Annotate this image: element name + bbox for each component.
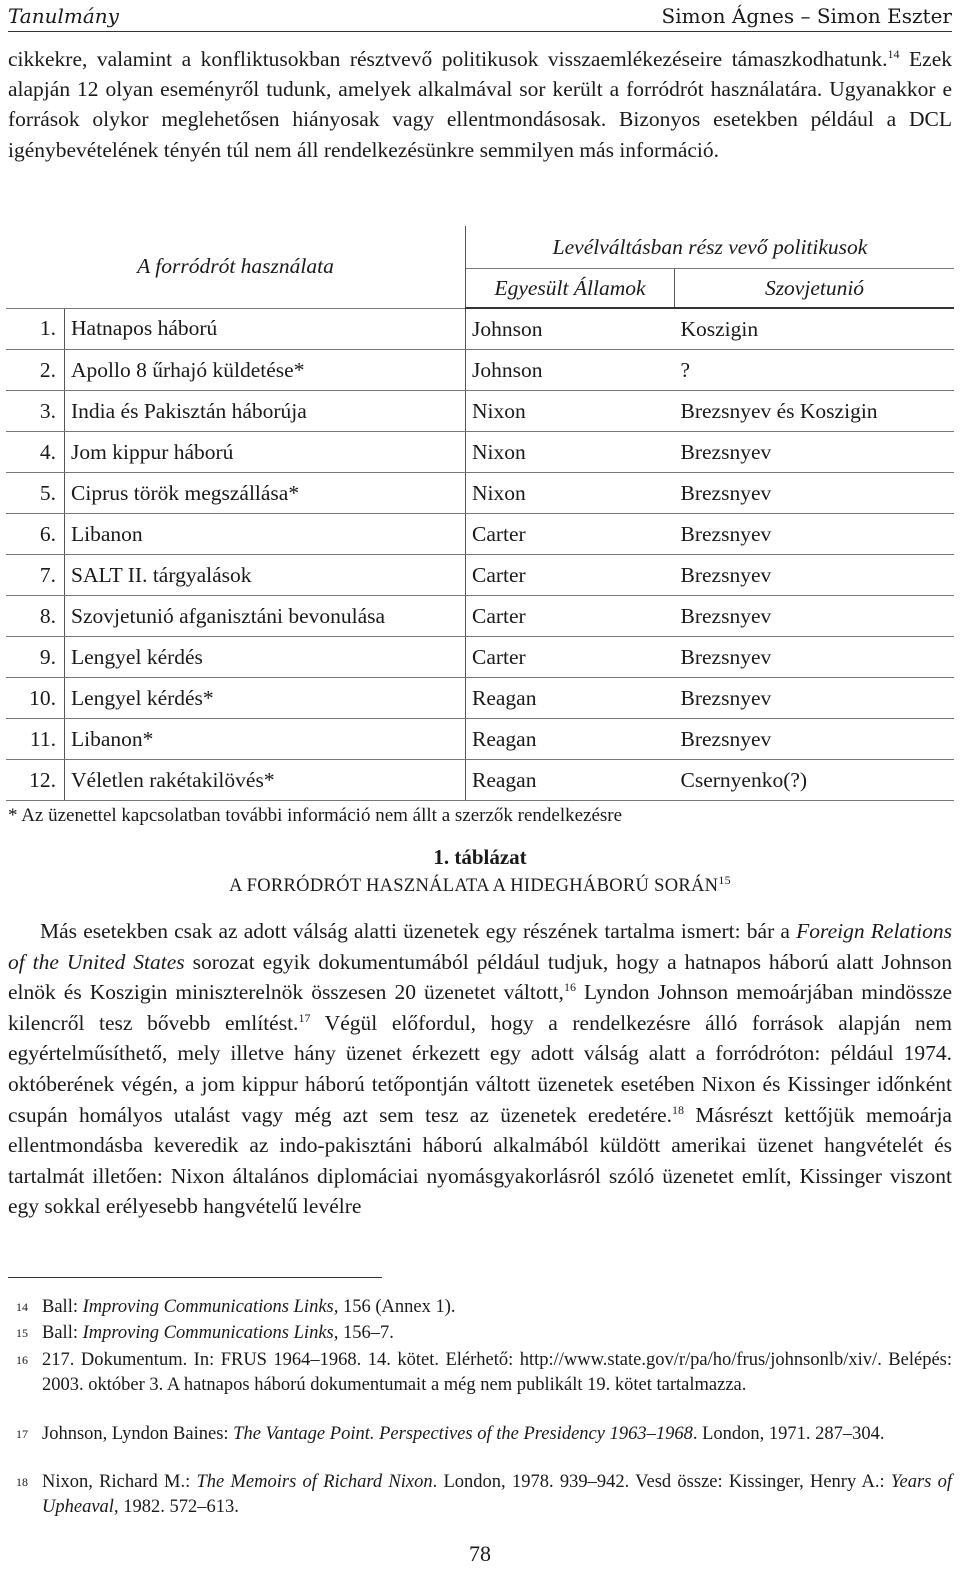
footnote-15: 15 Ball: Improving Communications Links, 156–7. bbox=[16, 1323, 394, 1343]
us-politician-cell: Johnson bbox=[466, 350, 675, 391]
us-politician-cell: Johnson bbox=[466, 308, 675, 350]
row-number: 8. bbox=[6, 596, 65, 637]
table-body bbox=[6, 308, 954, 801]
us-politician-cell: Carter bbox=[466, 514, 675, 555]
table-row bbox=[6, 391, 954, 432]
table-row bbox=[6, 760, 954, 801]
footnote-ref[interactable]: 14 bbox=[887, 46, 900, 61]
footnote-divider bbox=[8, 1277, 382, 1278]
row-number: 9. bbox=[6, 637, 65, 678]
su-politician-cell: Brezsnyev bbox=[675, 719, 955, 760]
su-politician-cell: Brezsnyev bbox=[675, 432, 955, 473]
row-number: 10. bbox=[6, 678, 65, 719]
us-politician-cell: Carter bbox=[466, 596, 675, 637]
header-group: Levélváltásban rész vevő politikusok bbox=[466, 226, 955, 269]
us-politician-cell: Nixon bbox=[466, 391, 675, 432]
event-cell: India és Pakisztán háborúja bbox=[65, 391, 466, 432]
table-caption-title: 1. táblázat bbox=[433, 845, 527, 869]
su-politician-cell: Brezsnyev bbox=[675, 473, 955, 514]
row-number: 1. bbox=[6, 308, 65, 350]
header-su: Szovjetunió bbox=[675, 269, 955, 309]
footnote-ref[interactable]: 16 bbox=[563, 980, 576, 995]
forrodrot-table bbox=[6, 226, 954, 801]
row-number: 12. bbox=[6, 760, 65, 801]
us-politician-cell: Reagan bbox=[466, 719, 675, 760]
su-politician-cell: Brezsnyev bbox=[675, 555, 955, 596]
footnote-ref[interactable]: 15 bbox=[718, 872, 731, 887]
footnote-16: 16 217. Dokumentum. In: FRUS 1964–1968. 14. kötet. Elérhető: http://www.state.gov/r/pa/ho/frus/johnsonlb/xiv/. Belépés: 2003. október 3. A hatnapos háború dokumentumait a még nem publikált 19. kötet tartalmazza. bbox=[16, 1350, 952, 1395]
event-cell: Libanon bbox=[65, 514, 466, 555]
us-politician-cell: Reagan bbox=[466, 760, 675, 801]
table-note: * Az üzenettel kapcsolatban további információ nem állt a szerzők rendelkezésre bbox=[8, 805, 623, 826]
row-number: 5. bbox=[6, 473, 65, 514]
su-politician-cell: Brezsnyev bbox=[675, 514, 955, 555]
intro-paragraph: cikkekre, valamint a konfliktusokban résztvevő politikusok visszaemlékezéseire támaszkodhatunk.$^{14}$ Ezek alapján 12 olyan eseményről tudunk, amelyek alkalmával sor került a forródrót használatára. Ugyanakkor e források olykor meglehetősen hiányosak vagy ellentmondásosak. Bizonyos esetekben például a DCL igénybevételének tényén túl nem áll rendelkezésünkre semmilyen más információ. bbox=[8, 46, 952, 162]
row-number: 2. bbox=[6, 350, 65, 391]
event-cell: Lengyel kérdés* bbox=[65, 678, 466, 719]
us-politician-cell: Nixon bbox=[466, 473, 675, 514]
table-caption-subtitle: A FORRÓDRÓT HASZNÁLATA A HIDEGHÁBORÚ SORÁN$^{15}$ bbox=[229, 872, 731, 896]
row-number: 3. bbox=[6, 391, 65, 432]
row-number: 6. bbox=[6, 514, 65, 555]
event-cell: Apollo 8 űrhajó küldetése* bbox=[65, 350, 466, 391]
row-number: 7. bbox=[6, 555, 65, 596]
table-row bbox=[6, 596, 954, 637]
table-row bbox=[6, 555, 954, 596]
footnote-ref[interactable]: 18 bbox=[672, 1102, 685, 1117]
us-politician-cell: Reagan bbox=[466, 678, 675, 719]
su-politician-cell: Brezsnyev bbox=[675, 678, 955, 719]
page-number: 78 bbox=[469, 1541, 491, 1566]
su-politician-cell: Brezsnyev bbox=[675, 637, 955, 678]
event-cell: SALT II. tárgyalások bbox=[65, 555, 466, 596]
section-label: Tanulmány bbox=[8, 4, 119, 28]
header-usage: A forródrót használata bbox=[6, 226, 466, 308]
event-cell: Lengyel kérdés bbox=[65, 637, 466, 678]
table-row bbox=[6, 514, 954, 555]
row-number: 4. bbox=[6, 432, 65, 473]
us-politician-cell: Carter bbox=[466, 555, 675, 596]
table-row bbox=[6, 350, 954, 391]
su-politician-cell: Brezsnyev bbox=[675, 596, 955, 637]
event-cell: Jom kippur háború bbox=[65, 432, 466, 473]
footnote-18: 18 Nixon, Richard M.: The Memoirs of Richard Nixon. London, 1978. 939–942. Vesd össze: Kissinger, Henry A.: Years of Upheaval, 1982. 572–613. bbox=[16, 1472, 953, 1517]
authors: Simon Ágnes – Simon Eszter bbox=[661, 4, 952, 28]
footnote-14: 14 Ball: Improving Communications Links, 156 (Annex 1). bbox=[16, 1297, 456, 1317]
su-politician-cell: Koszigin bbox=[675, 308, 955, 350]
table-row bbox=[6, 432, 954, 473]
table-row bbox=[6, 308, 954, 350]
su-politician-cell: Brezsnyev és Koszigin bbox=[675, 391, 955, 432]
running-header bbox=[8, 3, 952, 32]
event-cell: Hatnapos háború bbox=[65, 308, 466, 350]
row-number: 11. bbox=[6, 719, 65, 760]
header-us: Egyesült Államok bbox=[466, 269, 675, 309]
event-cell: Ciprus török megszállása* bbox=[65, 473, 466, 514]
su-politician-cell: Csernyenko(?) bbox=[675, 760, 955, 801]
event-cell: Libanon* bbox=[65, 719, 466, 760]
table-row bbox=[6, 637, 954, 678]
footnote-ref[interactable]: 17 bbox=[298, 1010, 311, 1025]
su-politician-cell: ? bbox=[675, 350, 955, 391]
body-paragraph: Más esetekben csak az adott válság alatti üzenetek egy részének tartalma ismert: bár a Foreign Relations of the United States sorozat egyik dokumentumából például tudjuk, hogy a hatnapos háború alatt Johnson elnök és Koszigin miniszterelnök összesen 20 üzenetet váltott,$^{16}$ Lyndon Johnson memoárjában mindössze kilencről tesz bővebb említést.$^{17}$ Végül előfordul, hogy a rendelkezésre álló források alapján nem egyértelműsíthető, mely illetve hány üzenet érkezett egy adott válság alatt a forródróton: például 1974. októberének végén, a jom kippur háború tetőpontján váltott üzenetek esetében Nixon és Kissinger időnként csupán homályos utalást vagy még azt sem tesz az üzenetek eredetére.$^{18}$ Másrészt kettőjük memoárja ellentmondásba keveredik az indo-pakisztáni háború alkalmából küldött amerikai üzenet hangvételét és tartalmát illetően: Nixon általános diplomáciai nyomásgyakorlásról szóló üzenetet említ, Kissinger viszont egy sokkal erélyesebb hangvételű levélre bbox=[8, 919, 952, 1219]
event-cell: Véletlen rakétakilövés* bbox=[65, 760, 466, 801]
us-politician-cell: Carter bbox=[466, 637, 675, 678]
event-cell: Szovjetunió afganisztáni bevonulása bbox=[65, 596, 466, 637]
table-row bbox=[6, 678, 954, 719]
table-row bbox=[6, 719, 954, 760]
footnote-17: 17 Johnson, Lyndon Baines: The Vantage Point. Perspectives of the Presidency 1963–1968. London, 1971. 287–304. bbox=[16, 1424, 885, 1444]
table-row bbox=[6, 473, 954, 514]
us-politician-cell: Nixon bbox=[466, 432, 675, 473]
